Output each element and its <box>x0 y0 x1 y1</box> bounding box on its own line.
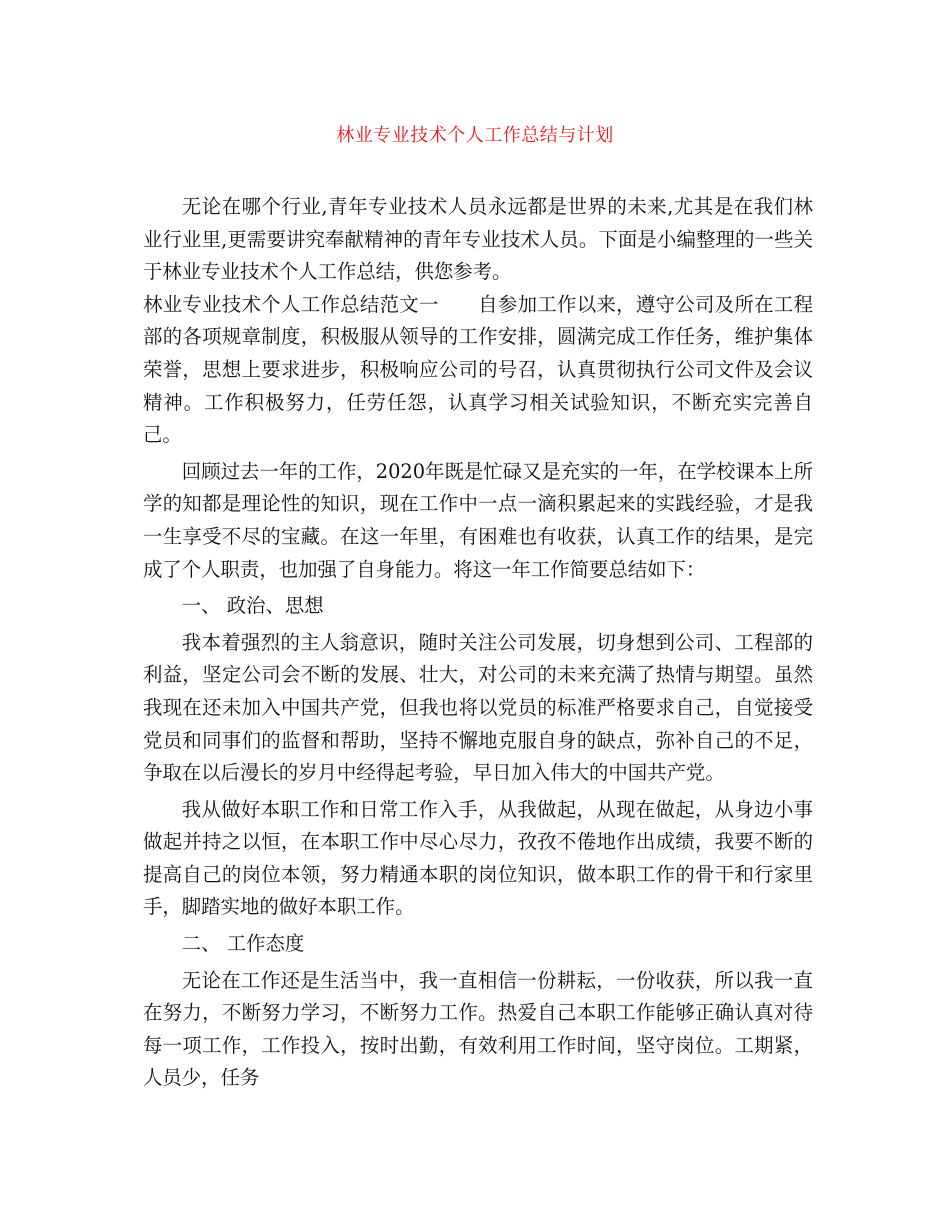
duty-paragraph: 我从做好本职工作和日常工作入手，从我做起，从现在做起，从身边小事做起并持之以恒，在本职工作中尽心尽力，孜孜不倦地作出成绩，我要不断的提高自己的岗位本领，努力精通本职的岗位知识，做本职工作的骨干和行家里手，脚踏实地的做好本职工作。 <box>143 797 813 919</box>
review-paragraph: 回顾过去一年的工作，2020年既是忙碌又是充实的一年，在学校课本上所学的知都是理论性的知识，现在工作中一点一滴积累起来的实践经验，才是我一生享受不尽的宝藏。在这一年里，有困难也有收获，认真工作的结果，是完成了个人职责，也加强了自身能力。将这一年工作简要总结如下： <box>143 459 813 581</box>
document-title: 林业专业技术个人工作总结与计划 <box>336 125 614 146</box>
section-heading-attitude: 二、 工作态度 <box>181 932 305 956</box>
document-body <box>143 191 813 1095</box>
intro-paragraph: 无论在哪个行业,青年专业技术人员永远都是世界的未来,尤其是在我们林业行业里,更需要讲究奉献精神的青年专业技术人员。下面是小编整理的一些关于林业专业技术个人工作总结，供您参考。 <box>143 195 813 284</box>
attitude-paragraph: 无论在工作还是生活当中，我一直相信一份耕耘，一份收获，所以我一直在努力，不断努力学习，不断努力工作。热爱自己本职工作能够正确认真对待每一项工作，工作投入，按时出勤，有效利用工作时间，坚守岗位。工期紧，人员少，任务 <box>143 968 813 1090</box>
section-heading-politics: 一、 政治、思想 <box>181 594 324 618</box>
sample-one-paragraph: 林业专业技术个人工作总结范文一 自参加工作以来，遵守公司及所在工程部的各项规章制度，积极服从领导的工作安排，圆满完成工作任务，维护集体荣誉，思想上要求进步，积极响应公司的号召，认真贯彻执行公司文件及会议精神。工作积极努力，任劳任怨，认真学习相关试验知识，不断充实完善自己。 <box>143 292 813 447</box>
politics-paragraph: 我本着强烈的主人翁意识，随时关注公司发展，切身想到公司、工程部的利益，坚定公司会不断的发展、壮大，对公司的未来充满了热情与期望。虽然我现在还未加入中国共产党，但我也将以党员的标准严格要求自己，自觉接受党员和同事们的监督和帮助，坚持不懈地克服自身的缺点，弥补自己的不足，争取在以后漫长的岁月中经得起考验，早日加入伟大的中国共产党。 <box>143 630 813 785</box>
